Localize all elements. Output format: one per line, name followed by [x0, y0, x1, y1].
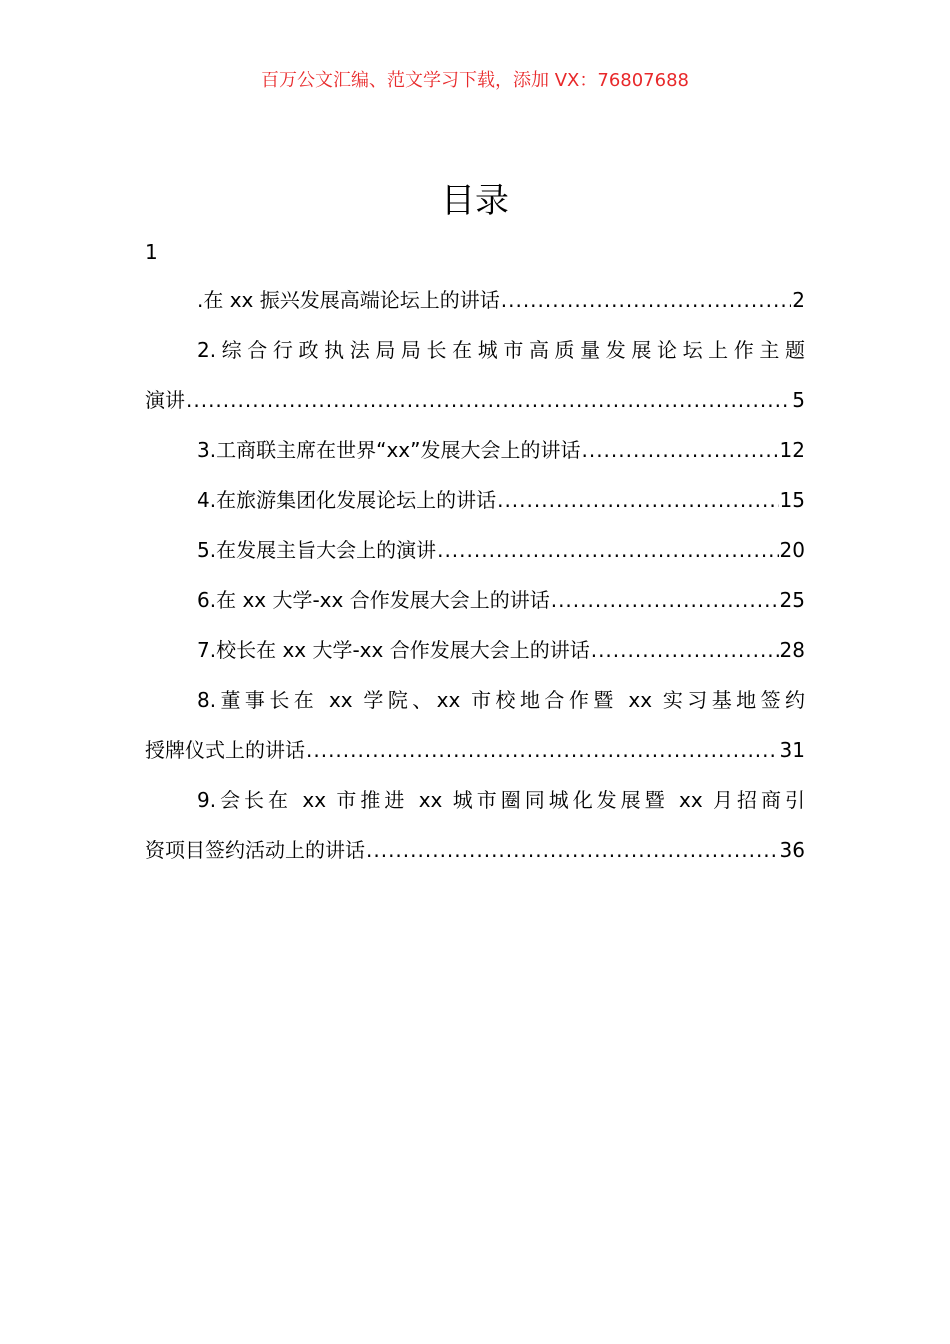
toc-entry-title-continued: 授牌仪式上的讲话 — [145, 738, 305, 762]
toc-entry-title: 5.在发展主旨大会上的演讲 — [197, 538, 437, 562]
dot-leader — [186, 382, 791, 418]
toc-entry-page: 25 — [779, 588, 805, 612]
toc-entry-9-continued[interactable] — [145, 832, 805, 882]
dot-leader — [501, 282, 792, 318]
toc-entry-title: 9.会长在 xx 市推进 xx 城市圈同城化发展暨 xx 月招商引 — [197, 788, 805, 812]
dot-leader — [437, 532, 778, 568]
toc-entry-page: 5 — [792, 388, 805, 412]
toc-list — [145, 282, 805, 882]
toc-entry-page: 2 — [792, 288, 805, 312]
toc-entry-2-continued[interactable] — [145, 382, 805, 432]
dot-leader — [306, 732, 779, 768]
dot-leader — [581, 432, 778, 468]
dot-leader — [497, 482, 778, 518]
toc-entry-page: 12 — [779, 438, 805, 462]
toc-entry-9[interactable] — [145, 782, 805, 832]
dot-leader — [591, 632, 779, 668]
dot-leader — [366, 832, 779, 868]
toc-entry-title-continued: 演讲 — [145, 388, 185, 412]
toc-entry-title: 3.工商联主席在世界“xx”发展大会上的讲话 — [197, 438, 581, 462]
toc-entry-8[interactable] — [145, 682, 805, 732]
toc-start-number: 1 — [145, 240, 158, 264]
toc-entry-title: 7.校长在 xx 大学-xx 合作发展大会上的讲话 — [197, 638, 590, 662]
toc-title: 目录 — [441, 181, 509, 221]
header-banner: 百万公文汇编、范文学习下载，添加 VX：76807688 — [261, 70, 689, 91]
toc-entry-page: 20 — [779, 538, 805, 562]
toc-entry-8-continued[interactable] — [145, 732, 805, 782]
toc-entry-title: 4.在旅游集团化发展论坛上的讲话 — [197, 488, 497, 512]
toc-entry-page: 31 — [779, 738, 805, 762]
toc-entry-3[interactable] — [145, 432, 805, 482]
toc-entry-title-continued: 资项目签约活动上的讲话 — [145, 838, 365, 862]
toc-entry-page: 15 — [779, 488, 805, 512]
toc-entry-6[interactable] — [145, 582, 805, 632]
toc-entry-title: .在 xx 振兴发展高端论坛上的讲话 — [197, 288, 500, 312]
toc-entry-page: 36 — [779, 838, 805, 862]
toc-entry-7[interactable] — [145, 632, 805, 682]
toc-entry-title: 2.综合行政执法局局长在城市高质量发展论坛上作主题 — [197, 338, 805, 362]
toc-entry-title: 6.在 xx 大学-xx 合作发展大会上的讲话 — [197, 588, 550, 612]
toc-entry-title: 8.董事长在 xx 学院、xx 市校地合作暨 xx 实习基地签约 — [197, 688, 805, 712]
toc-entry-2[interactable] — [145, 332, 805, 382]
dot-leader — [551, 582, 779, 618]
toc-entry-5[interactable] — [145, 532, 805, 582]
toc-entry-1[interactable] — [145, 282, 805, 332]
toc-entry-4[interactable] — [145, 482, 805, 532]
toc-entry-page: 28 — [779, 638, 805, 662]
